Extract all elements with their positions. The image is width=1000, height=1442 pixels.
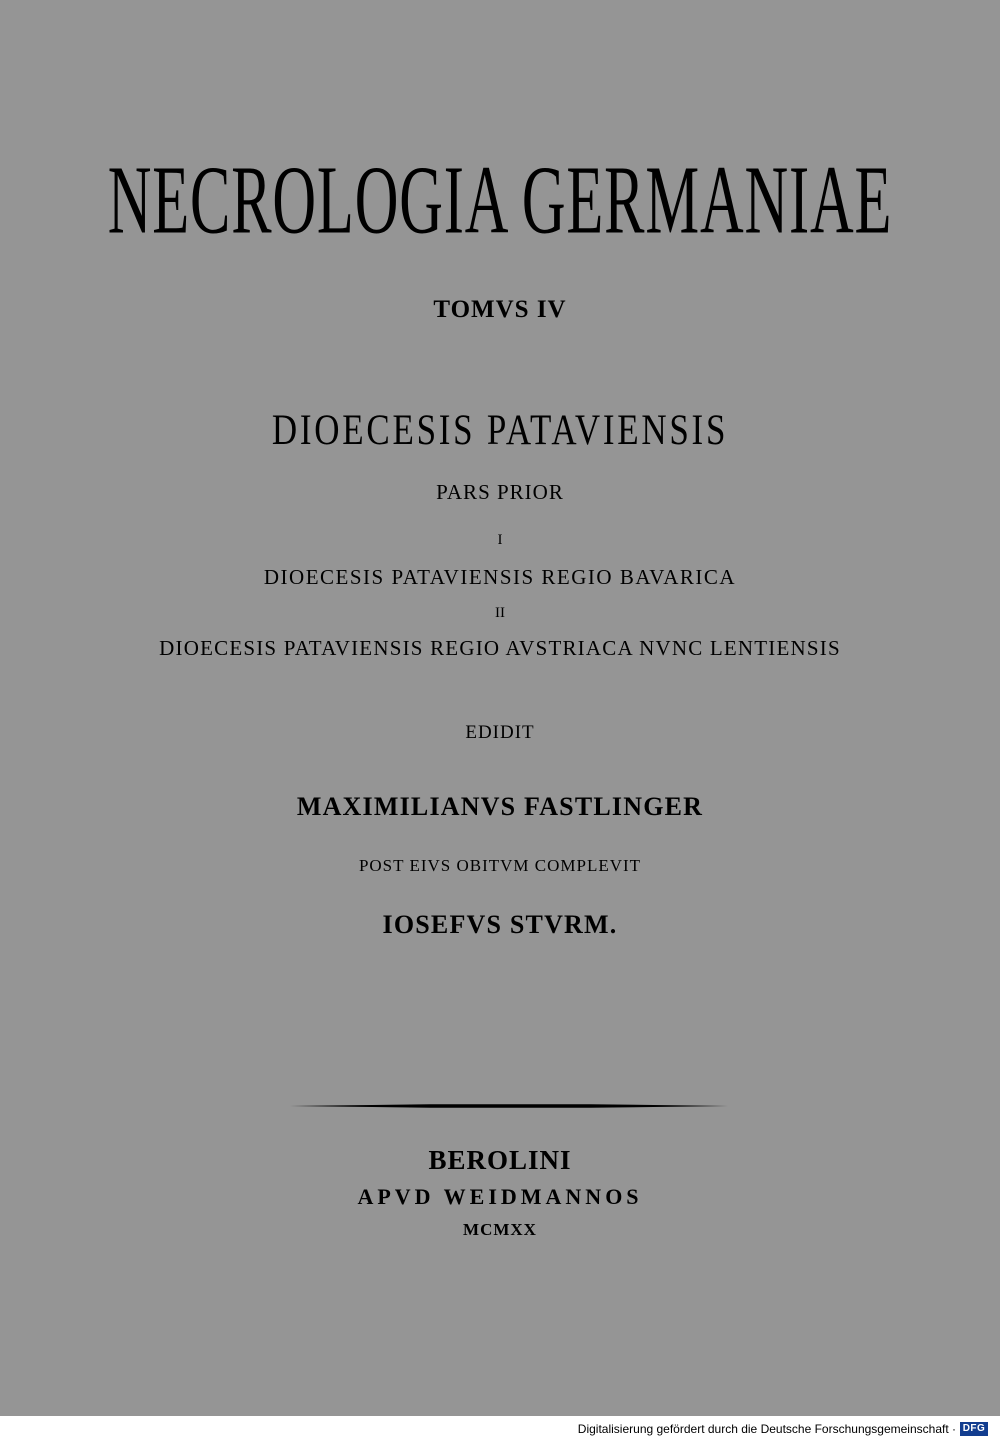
section-2-number: II [495,605,505,621]
publication-year: MCMXX [463,1220,537,1239]
part-label: PARS PRIOR [436,480,564,504]
post-obitum-label: POST EIVS OBITVM COMPLEVIT [358,856,642,875]
book-title: NECROLOGIA GERMANIAE [107,146,893,254]
publication-city: BEROLINI [428,1145,572,1175]
digitization-footer [0,1416,1000,1442]
section-1-number: I [497,532,503,548]
editor-name: MAXIMILIANVS FASTLINGER [296,792,704,821]
completer-name: IOSEFVS STVRM. [382,910,618,939]
section-1-title: DIOECESIS PATAVIENSIS REGIO BAVARICA [263,565,737,589]
dfg-logo-icon[interactable]: DFG [960,1422,988,1436]
publisher-name: APVD WEIDMANNOS [357,1184,643,1209]
ornamental-rule [290,1103,728,1109]
section-2-title: DIOECESIS PATAVIENSIS REGIO AVSTRIACA NVNC LENTIENSIS [159,636,841,660]
footer-credit-text: Digitalisierung gefördert durch die Deutsche Forschungsgemeinschaft · [577,1422,956,1436]
volume-label: TOMVS IV [433,296,567,323]
edidit-label: EDIDIT [465,722,535,743]
diocese-heading: DIOECESIS PATAVIENSIS [271,405,729,455]
